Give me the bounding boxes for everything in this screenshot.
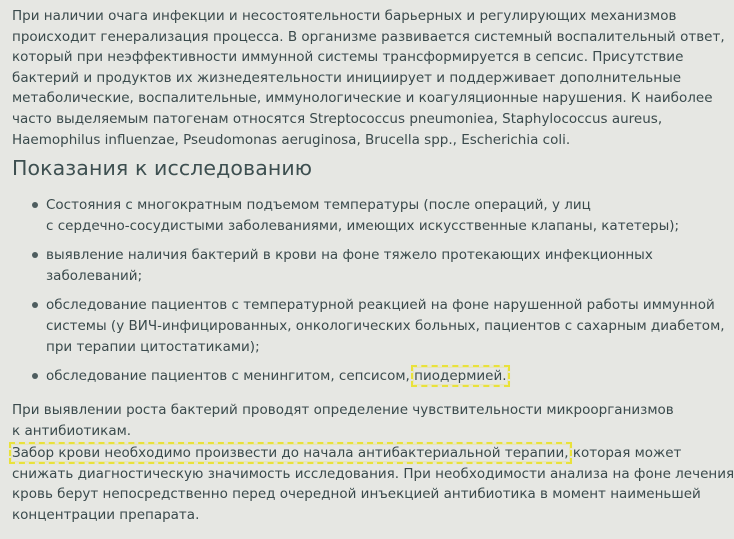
bullet-icon (32, 373, 38, 379)
list-item (12, 366, 634, 387)
paragraph-line: При выявлении роста бактерий проводят определение чувствительности микроорганизмов (12, 402, 674, 418)
list-item-text: обследование пациентов с менингитом, сепсисом, (46, 368, 410, 385)
intro-line: При наличии очага инфекции и несостоятельности барьерных и регулирующих механизмов (12, 8, 677, 24)
bullet-icon (32, 202, 38, 208)
bullet-icon (32, 302, 38, 308)
intro-line: метаболические, воспалительные, иммунологические и коагуляционные нарушения. К наиболее (12, 90, 713, 107)
intro-line: происходит генерализация процесса. В организме развивается системный воспалительный ответ, (12, 28, 725, 45)
list-item (12, 195, 680, 236)
intro-line: бактерий и продуктов их жизнедеятельности инициирует и поддерживает дополнительные (12, 69, 682, 86)
highlighted-text: пиодермией. (414, 368, 507, 385)
paragraph-line: к антибиотикам. (12, 422, 132, 439)
section-heading: Показания к исследованию (12, 156, 313, 180)
intro-line: Haemophilus influenzae, Pseudomonas aeruginosa, Brucella spp., Escherichia coli. (12, 131, 571, 148)
list-item-line: при терапии цитостатиками); (46, 338, 260, 355)
list-item-line: заболеваний; (46, 267, 143, 284)
list-item-line: выявление наличия бактерий в крови на фоне тяжело протекающих инфекционных (46, 247, 653, 264)
paragraph-line (12, 443, 682, 464)
list-item-line: с сердечно-сосудистыми заболеваниями, имеющих искусственные клапаны, катетеры); (46, 217, 680, 234)
intro-line: который при неэффективности иммунной системы трансформируется в сепсис. Присутствие (12, 49, 684, 66)
intro-paragraph (12, 6, 725, 150)
paragraph-line: кровь берут непосредственно перед очередной инъекцией антибиотика в момент наименьшей (12, 486, 701, 503)
paragraph-line: концентрации препарата. (12, 506, 200, 523)
list-item (12, 245, 653, 286)
indications-list (12, 195, 725, 387)
paragraph-text: которая может (568, 445, 682, 461)
list-item-line: обследование пациентов с температурной реакцией на фоне нарушенной работы иммунной (46, 297, 715, 314)
list-item (12, 295, 725, 357)
bullet-icon (32, 252, 38, 258)
highlighted-text: Забор крови необходимо произвести до начала антибактериальной терапии, (12, 445, 569, 461)
intro-line: часто выделяемым патогенам относятся Streptococcus pneumoniea, Staphylococcus aureus, (12, 110, 663, 127)
list-item-line: системы (у ВИЧ-инфицированных, онкологических больных, пациентов с сахарным диабетом, (46, 317, 725, 334)
sensitivity-paragraph (12, 400, 674, 441)
list-item-line: Состояния с многократным подъемом температуры (после операций, у лиц (46, 197, 591, 213)
paragraph-line: снижать диагностическую значимость исследования. При необходимости анализа на фоне лечения (12, 465, 734, 482)
list-item-line (46, 366, 634, 387)
blood-draw-paragraph (12, 443, 734, 525)
